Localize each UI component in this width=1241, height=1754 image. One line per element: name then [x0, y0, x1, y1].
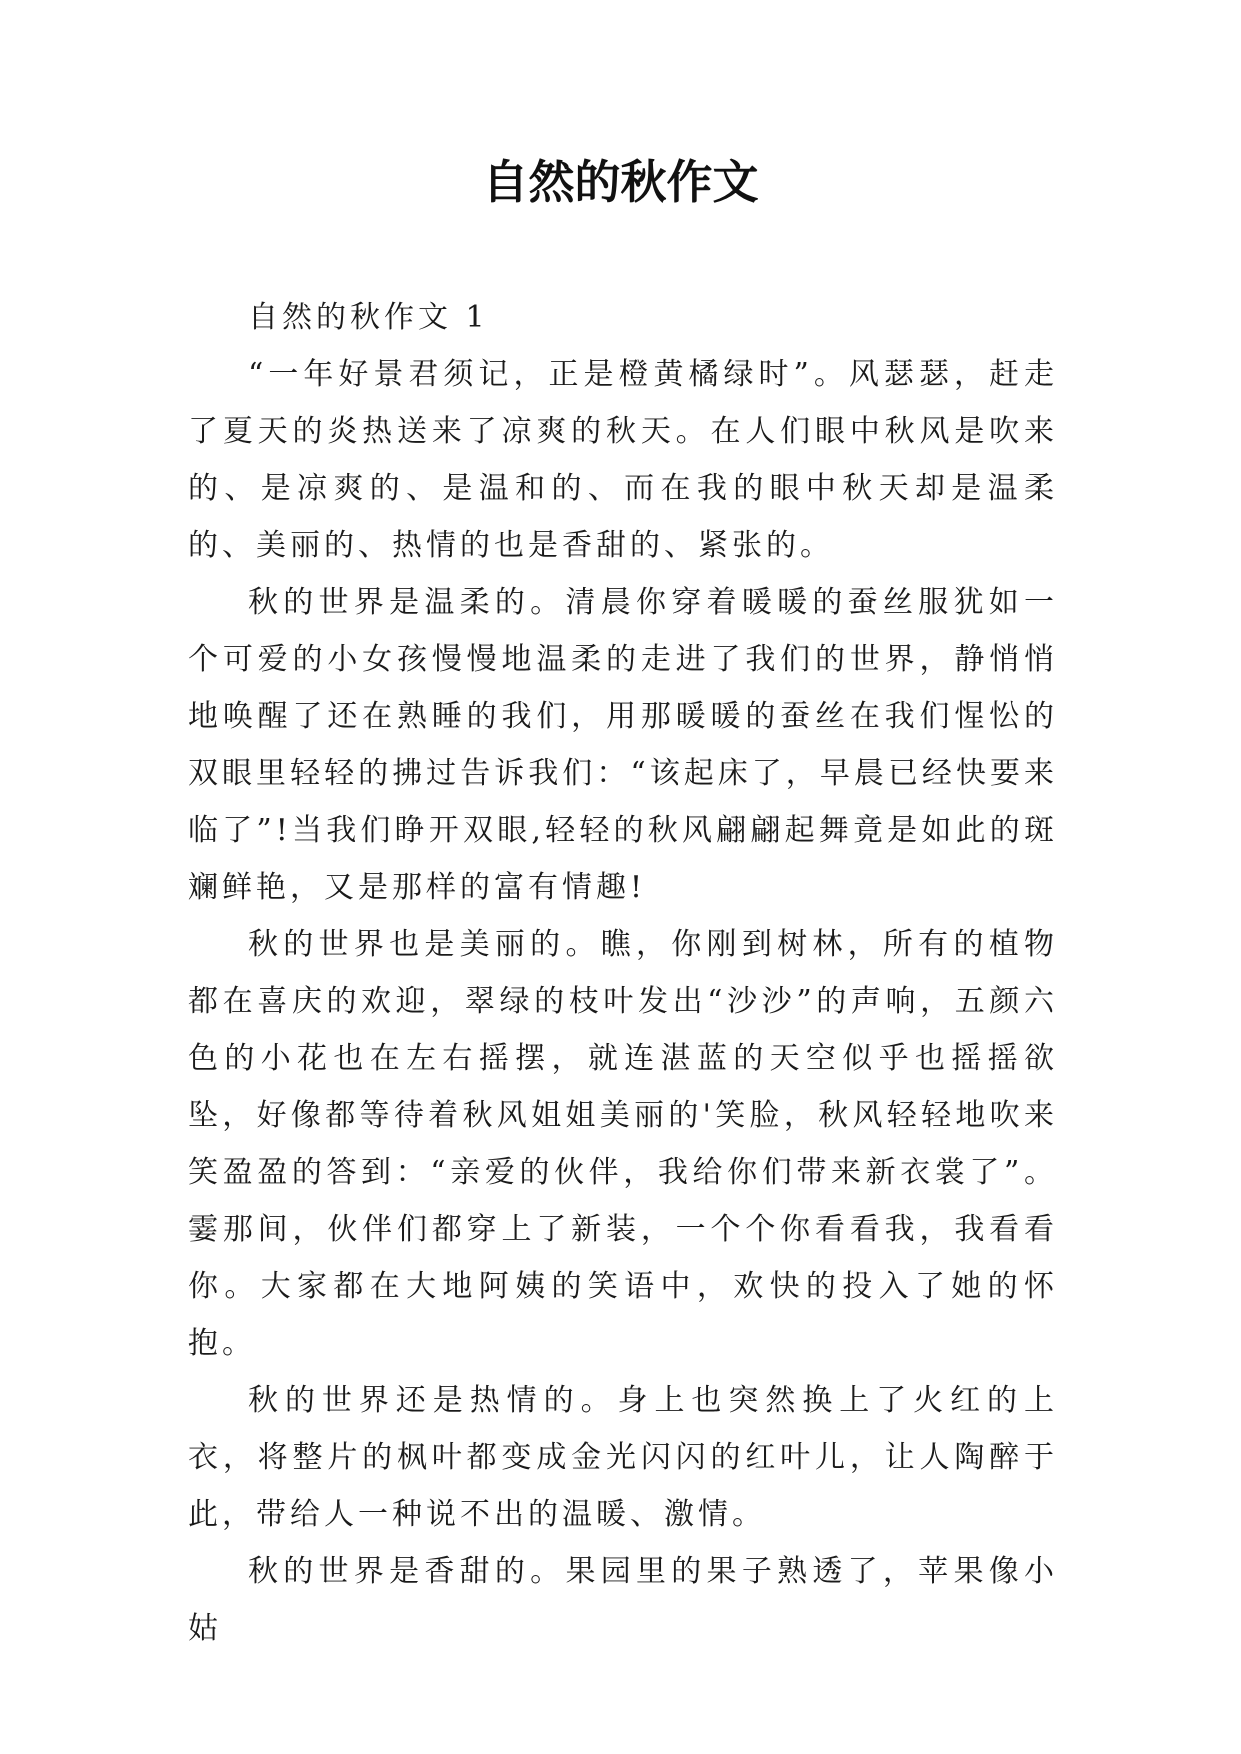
- section-heading: 自然的秋作文 1: [248, 300, 489, 335]
- body-paragraph: 秋的世界是温柔的。清晨你穿着暖暖的蚕丝服犹如一个可爱的小女孩慢慢地温柔的走进了我们的世界，静悄悄地唤醒了还在熟睡的我们，用那暖暖的蚕丝在我们惺忪的双眼里轻轻的拂过告诉我们：“该起床了，早晨已经快要来临了”!当我们睁开双眼,轻轻的秋风翩翩起舞竟是如此的斑斓鲜艳，又是那样的富有情趣!: [188, 585, 1058, 905]
- page-title: 自然的秋作文: [482, 155, 759, 209]
- body-paragraph: 秋的世界是香甜的。果园里的果子熟透了，苹果像小姑: [188, 1554, 1058, 1646]
- body-paragraph: “一年好景君须记，正是橙黄橘绿时”。风瑟瑟，赶走了夏天的炎热送来了凉爽的秋天。在人们眼中秋风是吹来的、是凉爽的、是温和的、而在我的眼中秋天却是温柔的、美丽的、热情的也是香甜的、紧张的。: [188, 357, 1058, 563]
- body-paragraph: 秋的世界还是热情的。身上也突然换上了火红的上衣，将整片的枫叶都变成金光闪闪的红叶儿，让人陶醉于此，带给人一种说不出的温暖、激情。: [188, 1383, 1058, 1532]
- body-paragraph: 秋的世界也是美丽的。瞧，你刚到树林，所有的植物都在喜庆的欢迎，翠绿的枝叶发出“沙沙”的声响，五颜六色的小花也在左右摇摆，就连湛蓝的天空似乎也摇摇欲坠，好像都等待着秋风姐姐美丽的'笑脸，秋风轻轻地吹来笑盈盈的答到：“亲爱的伙伴，我给你们带来新衣裳了”。霎那间，伙伴们都穿上了新装，一个个你看看我，我看看你。大家都在大地阿姨的笑语中，欢快的投入了她的怀抱。: [188, 927, 1058, 1361]
- document-body: [188, 289, 1058, 1657]
